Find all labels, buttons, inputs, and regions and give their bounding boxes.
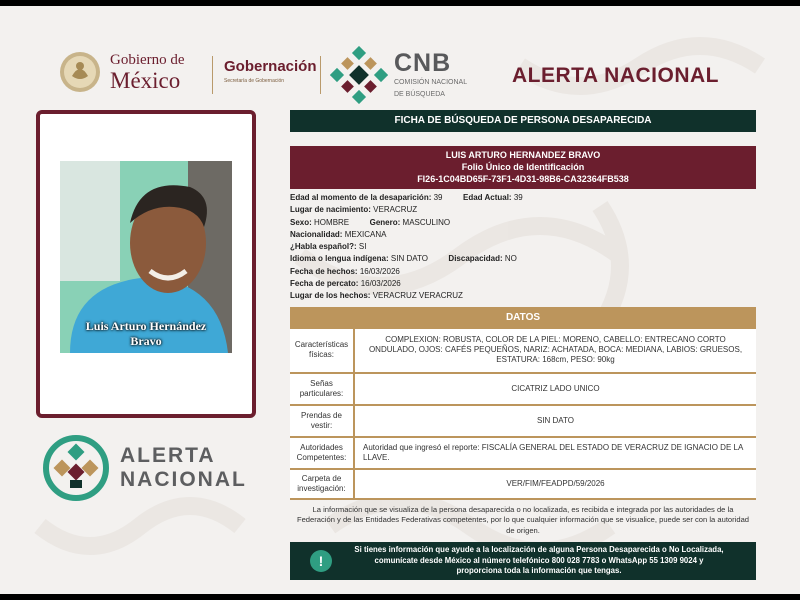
info-row-fecha-hechos [290,266,756,278]
lugar-hechos-value: VERACRUZ VERACRUZ [372,291,463,301]
caracteristicas-label: Características físicas: [290,329,354,373]
fecha-percato-label: Fecha de percato: [290,279,359,289]
info-row-fecha-percato [290,278,756,290]
senas-value: CICATRIZ LADO UNICO [354,373,756,405]
disclaimer-text: La información que se visualiza de la persona desaparecida o no localizada, es recibida e integrada por las autoridades de la Federación y de las Entidades Federativas competentes, por lo que cualquier información que se visualice, puede ser con la autoridad de origen. [296,504,750,535]
contact-line1: Si tienes información que ayude a la localización de alguna Persona Desaparecida o No Localizada, [354,545,724,555]
alerta-nacional-emblem-icon [42,434,110,502]
ficha-content [290,110,756,580]
exclamation-icon: ! [310,550,332,572]
nacionalidad-label: Nacionalidad: [290,229,343,239]
gobierno-line2: México [110,67,181,93]
edad-desap-value: 39 [433,193,443,202]
edad-actual-value: 39 [513,193,523,202]
fecha-hechos-value: 16/03/2026 [359,266,400,276]
photo-caption-line2: Bravo [130,334,162,348]
prendas-value: SIN DATO [354,405,756,437]
lugar-hechos-label: Lugar de los hechos: [290,291,371,301]
national-seal-icon [58,50,102,94]
idioma-value: SIN DATO [390,254,428,264]
fecha-hechos-label: Fecha de hechos: [290,266,358,276]
idioma-label: Idioma o lengua indígena: [290,254,389,264]
contact-banner [290,542,756,580]
info-row-edad [290,192,756,204]
prendas-label: Prendas de vestir: [290,405,354,437]
gobierno-de-mexico-logo [58,50,185,94]
lugar-nac-label: Lugar de nacimiento: [290,205,371,215]
person-identity-box [290,146,756,189]
info-row-habla [290,241,756,253]
header [58,44,758,106]
photo-caption [60,319,232,349]
gobernacion-text: Gobernación [224,58,317,75]
carpeta-label: Carpeta de investigación: [290,469,354,499]
habla-value: SI [358,242,367,252]
contact-line3: proporciona toda la información que tengas. [456,566,622,576]
alerta-nacional-title: ALERTA NACIONAL [512,64,719,87]
edad-actual-label: Edad Actual: [462,193,512,202]
table-row [290,329,756,373]
alerta-logo-line1: ALERTA [120,443,216,467]
gobernacion-logo [224,58,317,84]
folio-label: Folio Único de Identificación [461,162,585,172]
alerta-nacional-logo [42,434,247,502]
discapacidad-label: Discapacidad: [448,254,503,264]
ficha-title: FICHA DE BÚSQUEDA DE PERSONA DESAPARECIDA [290,110,756,132]
info-row-nacionalidad [290,229,756,241]
cnb-line1: COMISIÓN NACIONAL [394,78,468,86]
cnb-logo [330,46,467,104]
info-row-lugar-nac [290,204,756,216]
discapacidad-value: NO [504,254,517,264]
person-info [290,192,756,303]
info-row-idioma [290,253,756,265]
genero-value: MASCULINO [402,217,451,227]
folio-value: FI26-1C04BD65F-73F1-4D31-98B6-CA32364FB538 [417,174,629,184]
person-photo [60,161,232,353]
autoridades-value: Autoridad que ingresó el reporte: FISCALÍA GENERAL DEL ESTADO DE VERACRUZ DE IGNACIO DE LA LLAVE. [354,437,756,469]
habla-label: ¿Habla español?: [290,242,357,252]
cnb-acronym: CNB [394,48,452,77]
genero-label: Genero: [369,217,401,227]
carpeta-value: VER/FIM/FEADPD/59/2026 [354,469,756,499]
nacionalidad-value: MEXICANA [344,229,387,239]
table-row [290,373,756,405]
contact-text [332,545,756,577]
table-row [290,437,756,469]
cnb-emblem-icon [330,46,388,104]
senas-label: Señas particulares: [290,373,354,405]
alert-sheet [0,6,800,594]
table-row [290,405,756,437]
person-name: LUIS ARTURO HERNANDEZ BRAVO [445,150,601,160]
lugar-nac-value: VERACRUZ [373,205,418,215]
header-divider [212,56,213,94]
info-row-sexo [290,217,756,229]
photo-caption-line1: Luis Arturo Hernández [85,319,207,333]
datos-title: DATOS [290,307,756,329]
photo-frame [36,110,256,418]
caracteristicas-value: COMPLEXION: ROBUSTA, COLOR DE LA PIEL: MORENO, CABELLO: ENTRECANO CORTO ONDULADO, OJOS: CAFÉS PEQUEÑOS, NARIZ: ACHATADA, BOCA: MEDIANA, LABIOS: GRUESOS, ESTATURA: 168cm, PESO: 90kg [354,329,756,373]
fecha-percato-value: 16/03/2026 [360,279,401,289]
table-row [290,469,756,499]
cnb-line2: DE BÚSQUEDA [394,90,445,98]
info-row-lugar-hechos [290,290,756,302]
header-divider [320,56,321,94]
sexo-value: HOMBRE [314,217,350,227]
datos-table [290,329,756,500]
alerta-logo-line2: NACIONAL [120,468,247,491]
edad-desap-label: Edad al momento de la desaparición: [290,193,432,202]
gobierno-line1: Gobierno de [110,51,185,68]
sexo-label: Sexo: [290,217,312,227]
contact-line2: comunícate desde México al número telefónico 800 028 7783 o WhatsApp 55 1309 9024 y [374,555,704,565]
autoridades-label: Autoridades Competentes: [290,437,354,469]
gobernacion-subtext: Secretaría de Gobernación [224,78,285,84]
